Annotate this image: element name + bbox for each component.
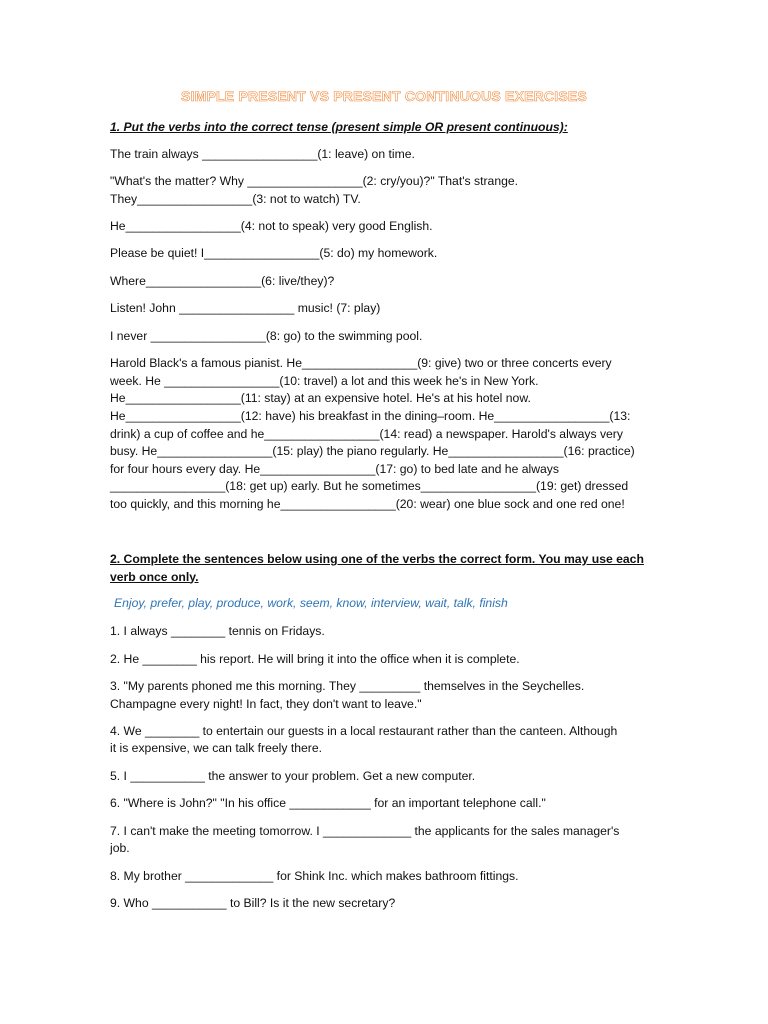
section1-heading: 1. Put the verbs into the correct tense (present simple OR present continuous): (110, 120, 568, 134)
sentence-line: 5. I ___________ the answer to your problem. Get a new computer. (110, 769, 476, 783)
sentence-line: job. (110, 841, 130, 855)
sentence-line: 8. My brother _____________ for Shink Inc. which makes bathroom fittings. (110, 869, 519, 883)
page-title: SIMPLE PRESENT VS PRESENT CONTINUOUS EXERCISES (181, 88, 587, 104)
section2-heading-line1: 2. Complete the sentences below using one of the verbs the correct form. You may use each (110, 552, 644, 566)
section2-heading (110, 551, 670, 586)
exercise-line: busy. He_________________(15: play) the piano regularly. He_________________(16: practice) (110, 444, 635, 458)
exercise-line: I never _________________(8: go) to the swimming pool. (110, 329, 423, 343)
exercise-line: Where_________________(6: live/they)? (110, 274, 335, 288)
exercise-line: week. He _________________(10: travel) a lot and this week he's in New York. (110, 374, 539, 388)
sentence-line: 4. We ________ to entertain our guests in a local restaurant rather than the canteen. Although (110, 724, 618, 738)
exercise-line: too quickly, and this morning he_________________(20: wear) one blue sock and one red one! (110, 497, 625, 511)
exercise-line: drink) a cup of coffee and he_________________(14: read) a newspaper. Harold's always very (110, 427, 623, 441)
sentence-line: it is expensive, we can talk freely there. (110, 741, 323, 755)
exercise-line: "What's the matter? Why _________________(2: cry/you)?" That's strange. (110, 174, 519, 188)
sentence-line: 2. He ________ his report. He will bring it into the office when it is complete. (110, 652, 520, 666)
exercise-line: The train always _________________(1: leave) on time. (110, 147, 415, 161)
sentence-line: 6. "Where is John?" "In his office ____________ for an important telephone call." (110, 796, 546, 810)
sentence-line: 9. Who ___________ to Bill? Is it the new secretary? (110, 896, 396, 910)
exercise-line: He_________________(11: stay) at an expensive hotel. He's at his hotel now. (110, 391, 531, 405)
verb-word-bank: Enjoy, prefer, play, produce, work, seem, know, interview, wait, talk, finish (114, 596, 508, 610)
exercise-line: They_________________(3: not to watch) TV. (110, 192, 361, 206)
sentence-line: 1. I always ________ tennis on Fridays. (110, 624, 325, 638)
exercise-line: Listen! John _________________ music! (7: play) (110, 301, 381, 315)
exercise-line: Please be quiet! I_________________(5: do) my homework. (110, 246, 438, 260)
section2-heading-line2: verb once only. (110, 569, 199, 584)
exercise-line: He_________________(4: not to speak) very good English. (110, 219, 433, 233)
exercise-line: _________________(18: get up) early. But he sometimes_________________(19: get) dressed (110, 479, 629, 493)
sentence-line: 3. "My parents phoned me this morning. They _________ themselves in the Seychelles. (110, 679, 585, 693)
exercise-line: Harold Black's a famous pianist. He_________________(9: give) two or three concerts every (110, 356, 612, 370)
exercise-line: for four hours every day. He_________________(17: go) to bed late and he always (110, 462, 559, 476)
sentence-line: 7. I can't make the meeting tomorrow. I _____________ the applicants for the sales manager's (110, 824, 620, 838)
sentence-line: Champagne every night! In fact, they don't want to leave." (110, 697, 422, 711)
exercise-line: He_________________(12: have) his breakfast in the dining–room. He_________________(13: (110, 409, 631, 423)
